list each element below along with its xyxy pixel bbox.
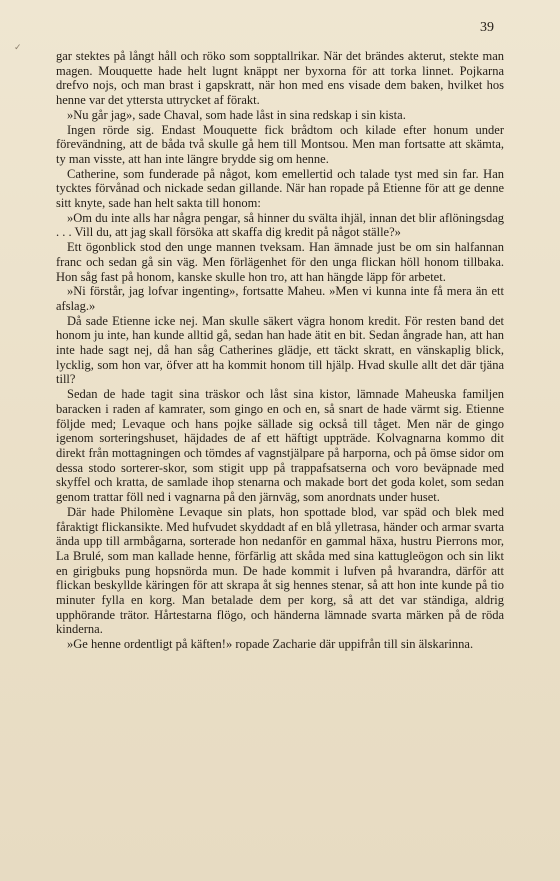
paragraph: Ett ögonblick stod den unge mannen tveksam. Han ämnade just be om sin halfannan franc och sedan gå sin väg. Men förlägenhet för den unga flickan höll honom tillbaka. Hon såg fast på honom, kanske skulle hon tro, att han hängde läpp för arbetet. (56, 240, 504, 284)
paragraph: Sedan de hade tagit sina träskor och låst sina kistor, lämnade Maheuska familjen baracken i raden af kamrater, som gingo en och en, så snart de hade värmt sig. Etienne följde med; Levaque och hans pojke sällade sig också till tåget. Men när de gingo igenom sorteringshuset, häjdades de af ett häftigt uppträde. Kolvagnarna kommo dit direkt från mottagningen och tömdes af vagnstjälpare på harporna, och på ömse sidor om dessa stodo sorterer-skor, som stigit upp på trappafsatserna och voro beväpnade med skyffel och kratta, de samlade ihop stenarna och makade bort det goda kolet, som sedan genom trattar föll ned i vagnarna på den järnväg, som anordnats under huset. (56, 387, 504, 505)
paragraph: »Nu går jag», sade Chaval, som hade låst in sina redskap i sin kista. (67, 107, 406, 122)
paragraph: Då sade Etienne icke nej. Man skulle säkert vägra honom kredit. För resten band det honom ju inte, han kunde alltid gå, sedan han hade ätit en bit. Sedan ångrade han, att han inte hade sagt nej, då han såg Catherines glädje, ett täckt skratt, en vänskaplig blick, lycklig, som hon var, öfver att ha kommit honom till hjälp. Hvad skulle allt det där tjäna till? (56, 313, 504, 387)
paragraph: Catherine, som funderade på något, kom emellertid och talade tyst med sin far. Han tycktes förvånad och nickade sedan gillande. När han ropade på Etienne för att ge denne sitt knyte, sade han helt sakta till honom: (56, 166, 504, 211)
page-number: 39 (480, 20, 494, 35)
corner-mark: ✓ (14, 42, 22, 52)
paragraph: »Ni förstår, jag lofvar ingenting», fortsatte Maheu. »Men vi kunna inte få mera än ett afslag.» (56, 284, 504, 313)
body-text (56, 49, 504, 652)
paragraph: Där hade Philomène Levaque sin plats, hon spottade blod, var späd och blek med fåraktigt flickansikte. Med hufvudet skyddadt af en blå ylletrasa, händer och armar svarta ända upp till armbågarna, sorterade hon nedanför en gammal häxa, hustru Pierrons mor, La Brulé, som man kallade henne, förfärlig att skåda med sina kattugleögon och sin likt en girigbuks pung hopsnörda mun. De hade kommit i lufven på hvarandra, därför att flickan beskyllde käringen för att skrapa åt sig hennes stenar, så att hon inte kunde på tio minuter fylla en korg. Man betalade dem per korg, så att det var ständiga, aldrig upphörande trätor. Hårtestarna flögo, och händerna lämnade svarta märken på de röda kinderna. (56, 504, 504, 637)
paragraph: »Ge henne ordentligt på käften!» ropade Zacharie där uppifrån till sin älskarinna. (67, 637, 474, 652)
paragraph: gar stektes på långt håll och röko som sopptallrikar. När det brändes akterut, stekte man magen. Mouquette hade helt lugnt knäppt ner byxorna för att torka linnet. Pojkarna drefvo nojs, och man brast i gapskratt, när hon med ens visade dem baken, hvilket hos henne var det yttersta uttrycket af förakt. (56, 49, 504, 108)
paragraph: Ingen rörde sig. Endast Mouquette fick brådtom och kilade efter honum under förevändning, att de båda två skulle gå hem till Montsou. Men man fortsatte att skämta, ty man visste, att han inte längre brydde sig om henne. (56, 122, 504, 166)
paragraph: »Om du inte alls har några pengar, så hinner du svälta ihjäl, innan det blir aflöningsdag . . . Vill du, att jag skall försöka att skaffa dig kredit på något ställe?» (56, 210, 504, 240)
